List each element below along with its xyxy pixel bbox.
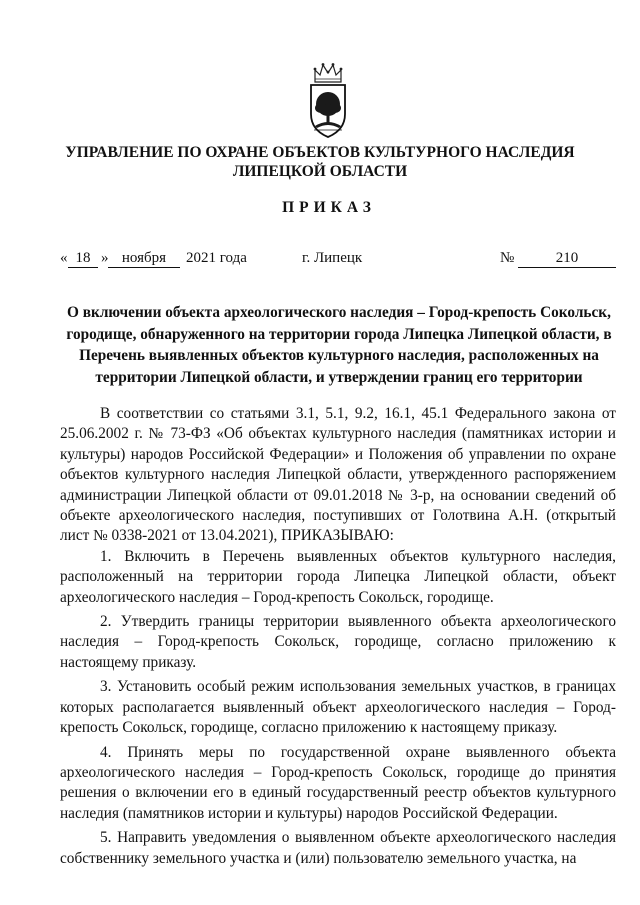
order-heading: О включении объекта археологического наследия – Город-крепость Сокольск, городище, обнаруженного на территории города Липецка Липецкой области, в Перечень выявленных объектов культурного наследия, расположенных на территории Липецкой области, и утверждении границ его территории [66, 304, 612, 386]
organization-line-2: ЛИПЕЦКОЙ ОБЛАСТИ [232, 163, 408, 180]
date-day: 18 [68, 250, 98, 268]
open-quote: « [60, 250, 68, 266]
lipetsk-coat-of-arms-icon [306, 62, 350, 140]
clause-2: 2. Утвердить границы территории выявленного объекта археологического наследия – Город-крепость Сокольск, городище, согласно приложению к настоящему приказу. [60, 613, 616, 671]
order-title: ПРИКАЗ [282, 199, 376, 216]
clause-3: 3. Установить особый режим использования земельных участков, в границах которых располагается выявленный объект археологического наследия – Город-крепость Сокольск, городище, согласно приложению к настоящему приказу. [60, 678, 616, 737]
clause-4: 4. Принять меры по государственной охране выявленного объекта археологического наследия – Город-крепость Сокольск, городище до принятия решения о включении его в единый государственный реестр объектов культурного наследия (памятников истории и культуры) народов Российской Федерации. [60, 743, 616, 822]
clause-5: 5. Направить уведомления о выявленном объекте археологического наследия собственнику земельного участка и (или) пользователю земельного участка, на [60, 829, 616, 867]
number-sign: № [500, 250, 515, 266]
dateline [60, 250, 620, 272]
intro-paragraph: В соответствии со статьями 3.1, 5.1, 9.2, 16.1, 45.1 Федерального закона от 25.06.2002 г. № 73-ФЗ «Об объектах культурного наследия (памятниках истории и культуры) народов Российской Федерации» и Положения об управлении по охране объектов культурного наследия Липецкой области, утвержденного распоряжением администрации Липецкой области от 09.01.2018 № 3-р, на основании сведений об объекте археологического наследия, поступивших от Голотвина А.Н. (открытый лист № 0338-2021 от 13.04.2021), ПРИКАЗЫВАЮ: [60, 405, 616, 545]
date-month: ноября [108, 250, 180, 268]
order-body [60, 404, 616, 873]
order-number: 210 [518, 250, 616, 268]
clause-1: 1. Включить в Перечень выявленных объектов культурного наследия, расположенный на территории города Липецка Липецкой области, объект археологического наследия – Город-крепость Сокольск, городище. [60, 547, 616, 606]
organization-line-1: УПРАВЛЕНИЕ ПО ОХРАНЕ ОБЪЕКТОВ КУЛЬТУРНОГО НАСЛЕДИЯ [65, 144, 575, 161]
date-year: 2021 года [186, 250, 247, 266]
organization-name [40, 143, 600, 181]
close-quote: » [101, 250, 109, 266]
city: г. Липецк [302, 250, 363, 266]
